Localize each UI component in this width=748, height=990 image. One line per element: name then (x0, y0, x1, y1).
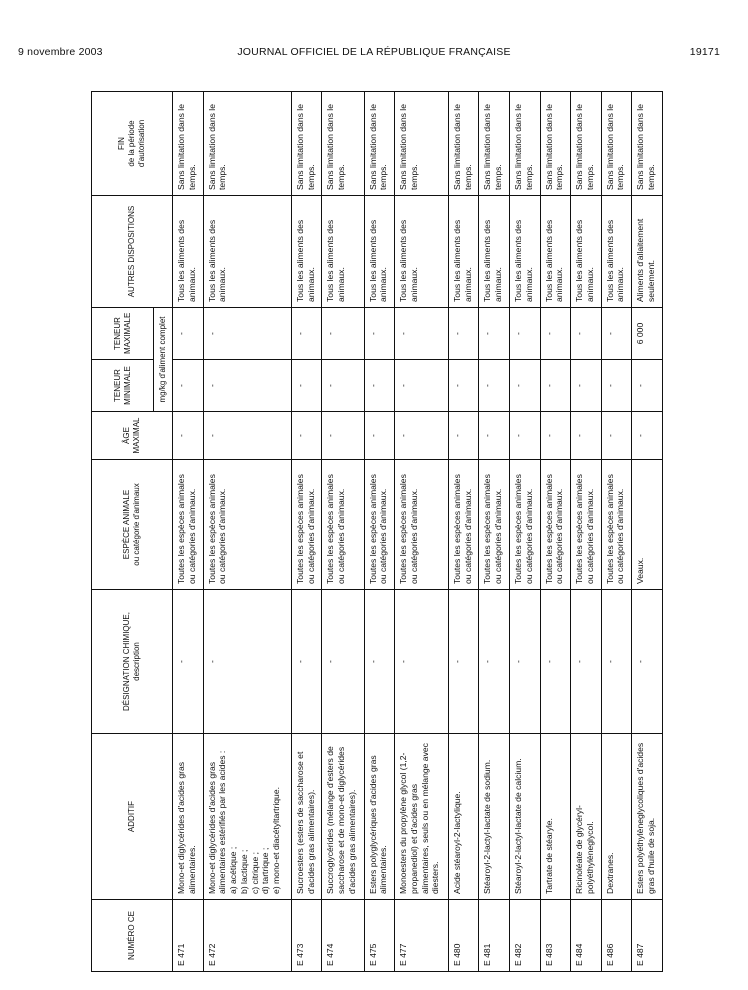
cell-age: - (479, 412, 510, 460)
cell-espece: Toutes les espèces animales ou catégories d'animaux. (395, 460, 449, 590)
cell-fin: Sans limitation dans le temps. (291, 92, 322, 196)
cell-teneur-min: - (364, 360, 395, 412)
cell-numero: E 474 (322, 900, 364, 972)
header-additif: ADDITIF (92, 734, 173, 900)
cell-designation: - (632, 590, 663, 734)
cell-espece: Toutes les espèces animales ou catégories d'animaux. (448, 460, 479, 590)
table-row (632, 92, 663, 972)
cell-autres: Tous les aliments des animaux. (173, 196, 204, 308)
cell-autres: Tous les aliments des animaux. (203, 196, 291, 308)
cell-espece: Toutes les espèces animales ou catégories d'animaux. (322, 460, 364, 590)
journal-title: JOURNAL OFFICIEL DE LA RÉPUBLIQUE FRANÇAISE (237, 46, 511, 58)
table-row (322, 92, 364, 972)
cell-numero: E 482 (509, 900, 540, 972)
cell-teneur-min: - (448, 360, 479, 412)
cell-designation: - (364, 590, 395, 734)
cell-fin: Sans limitation dans le temps. (540, 92, 571, 196)
cell-age: - (364, 412, 395, 460)
cell-age: - (571, 412, 602, 460)
cell-designation: - (173, 590, 204, 734)
cell-teneur-max: - (509, 308, 540, 360)
cell-fin: Sans limitation dans le temps. (601, 92, 632, 196)
page-number: 19171 (689, 46, 720, 58)
table-row (448, 92, 479, 972)
cell-teneur-min: - (479, 360, 510, 412)
cell-teneur-min: - (395, 360, 449, 412)
cell-autres: Tous les aliments des animaux. (395, 196, 449, 308)
rotated-table-frame (91, 92, 663, 972)
header-unit: mg/kg d'aliment complet (154, 308, 173, 412)
cell-espece: Toutes les espèces animales ou catégories d'animaux. (364, 460, 395, 590)
cell-additif: Mono-et diglycérides d'acides gras alimentaires. (173, 734, 204, 900)
cell-additif: Stéaroyl-2-lactyl-lactate de sodium. (479, 734, 510, 900)
cell-teneur-min: - (571, 360, 602, 412)
cell-autres: Tous les aliments des animaux. (364, 196, 395, 308)
table-row (203, 92, 291, 972)
cell-age: - (509, 412, 540, 460)
cell-espece: Toutes les espèces animales ou catégories d'animaux. (291, 460, 322, 590)
table-row (479, 92, 510, 972)
cell-teneur-min: - (509, 360, 540, 412)
cell-espece: Toutes les espèces animales ou catégories d'animaux. (479, 460, 510, 590)
cell-age: - (395, 412, 449, 460)
cell-age: - (322, 412, 364, 460)
cell-designation: - (540, 590, 571, 734)
cell-fin: Sans limitation dans le temps. (364, 92, 395, 196)
table-header-row (92, 92, 154, 972)
cell-teneur-max: - (448, 308, 479, 360)
cell-autres: Tous les aliments des animaux. (571, 196, 602, 308)
cell-autres: Tous les aliments des animaux. (601, 196, 632, 308)
cell-fin: Sans limitation dans le temps. (448, 92, 479, 196)
cell-additif: Esters polyéthylèneglycoliques d'acides gras d'huile de soja. (632, 734, 663, 900)
cell-age: - (632, 412, 663, 460)
cell-teneur-max: - (291, 308, 322, 360)
cell-teneur-min: - (173, 360, 204, 412)
cell-fin: Sans limitation dans le temps. (322, 92, 364, 196)
cell-designation: - (601, 590, 632, 734)
cell-autres: Aliments d'allaitement seulement. (632, 196, 663, 308)
cell-fin: Sans limitation dans le temps. (203, 92, 291, 196)
cell-teneur-min: - (601, 360, 632, 412)
cell-additif: Esters polyglycériques d'acides gras alimentaires. (364, 734, 395, 900)
cell-teneur-max: - (601, 308, 632, 360)
cell-numero: E 486 (601, 900, 632, 972)
cell-numero: E 473 (291, 900, 322, 972)
cell-teneur-min: - (203, 360, 291, 412)
cell-designation: - (291, 590, 322, 734)
cell-fin: Sans limitation dans le temps. (632, 92, 663, 196)
additives-table (91, 91, 663, 972)
cell-designation: - (395, 590, 449, 734)
table-row (601, 92, 632, 972)
cell-additif: Ricinoléate de glycéryl-polyéthylèneglycol. (571, 734, 602, 900)
cell-teneur-min: - (632, 360, 663, 412)
header-numero: NUMÉRO CE (92, 900, 173, 972)
cell-autres: Tous les aliments des animaux. (448, 196, 479, 308)
cell-autres: Tous les aliments des animaux. (322, 196, 364, 308)
table-row (291, 92, 322, 972)
cell-age: - (173, 412, 204, 460)
cell-designation: - (509, 590, 540, 734)
cell-numero: E 487 (632, 900, 663, 972)
cell-espece: Toutes les espèces animales ou catégories d'animaux. (509, 460, 540, 590)
cell-teneur-max: - (203, 308, 291, 360)
cell-teneur-max: - (571, 308, 602, 360)
cell-teneur-min: - (291, 360, 322, 412)
cell-additif: Monoesters du propylène glycol (1,2-propanediol) et d'acides gras alimentaires, seuls ou en mélange avec diesters. (395, 734, 449, 900)
cell-teneur-min: - (322, 360, 364, 412)
cell-age: - (540, 412, 571, 460)
cell-additif: Mono-et diglycérides d'acides gras alimentaires estérifiés par les acides : a) acétique ; b) lactique ; c) citrique ; d) tartrique ; e) mono-et diacétyltartrique. (203, 734, 291, 900)
cell-fin: Sans limitation dans le temps. (509, 92, 540, 196)
cell-teneur-max: - (479, 308, 510, 360)
cell-espece: Toutes les espèces animales ou catégories d'animaux. (173, 460, 204, 590)
cell-teneur-max: - (540, 308, 571, 360)
cell-additif: Tartrate de stéaryle. (540, 734, 571, 900)
header-espece: ESPÈCE ANIMALE ou catégorie d'animaux (92, 460, 173, 590)
table-row (364, 92, 395, 972)
cell-teneur-min: - (540, 360, 571, 412)
cell-teneur-max: - (395, 308, 449, 360)
cell-teneur-max: 6 000 (632, 308, 663, 360)
cell-numero: E 477 (395, 900, 449, 972)
header-age: ÂGE MAXIMAL (92, 412, 173, 460)
cell-numero: E 471 (173, 900, 204, 972)
cell-espece: Toutes les espèces animales ou catégories d'animaux. (203, 460, 291, 590)
table-body (173, 92, 663, 972)
header-autres: AUTRES DISPOSITIONS (92, 196, 173, 308)
page-date: 9 novembre 2003 (18, 46, 103, 58)
cell-espece: Toutes les espèces animales ou catégories d'animaux. (571, 460, 602, 590)
cell-numero: E 472 (203, 900, 291, 972)
header-fin: FIN de la période d'autorisation (92, 92, 173, 196)
cell-autres: Tous les aliments des animaux. (509, 196, 540, 308)
cell-teneur-max: - (173, 308, 204, 360)
header-teneur-min: TENEUR MINIMALE (92, 360, 154, 412)
rotated-table-container (91, 92, 663, 972)
cell-espece: Toutes les espèces animales ou catégories d'animaux. (540, 460, 571, 590)
cell-age: - (601, 412, 632, 460)
cell-teneur-max: - (322, 308, 364, 360)
table-row (509, 92, 540, 972)
cell-numero: E 484 (571, 900, 602, 972)
cell-fin: Sans limitation dans le temps. (173, 92, 204, 196)
cell-designation: - (479, 590, 510, 734)
table-row (540, 92, 571, 972)
cell-fin: Sans limitation dans le temps. (479, 92, 510, 196)
cell-designation: - (448, 590, 479, 734)
header-designation: DÉSIGNATION CHIMIQUE, description (92, 590, 173, 734)
table-row (571, 92, 602, 972)
cell-additif: Acide stéaroyl-2-lactylique. (448, 734, 479, 900)
cell-numero: E 481 (479, 900, 510, 972)
cell-age: - (291, 412, 322, 460)
cell-additif: Stéaroyl-2-lactyl-lactate de calcium. (509, 734, 540, 900)
cell-numero: E 480 (448, 900, 479, 972)
table-row (395, 92, 449, 972)
cell-numero: E 475 (364, 900, 395, 972)
cell-fin: Sans limitation dans le temps. (395, 92, 449, 196)
cell-additif: Succroglycérides (mélange d'esters de saccharose et de mono-et diglycérides d'acides gras alimentaires). (322, 734, 364, 900)
cell-autres: Tous les aliments des animaux. (540, 196, 571, 308)
cell-autres: Tous les aliments des animaux. (291, 196, 322, 308)
cell-additif: Dextranes. (601, 734, 632, 900)
cell-age: - (203, 412, 291, 460)
cell-designation: - (571, 590, 602, 734)
cell-autres: Tous les aliments des animaux. (479, 196, 510, 308)
table-row (173, 92, 204, 972)
cell-teneur-max: - (364, 308, 395, 360)
cell-espece: Veaux. (632, 460, 663, 590)
cell-age: - (448, 412, 479, 460)
header-teneur-max: TENEUR MAXIMALE (92, 308, 154, 360)
cell-additif: Sucroesters (esters de saccharose et d'acides gras alimentaires). (291, 734, 322, 900)
cell-espece: Toutes les espèces animales ou catégories d'animaux. (601, 460, 632, 590)
cell-numero: E 483 (540, 900, 571, 972)
cell-designation: - (322, 590, 364, 734)
cell-fin: Sans limitation dans le temps. (571, 92, 602, 196)
cell-designation: - (203, 590, 291, 734)
